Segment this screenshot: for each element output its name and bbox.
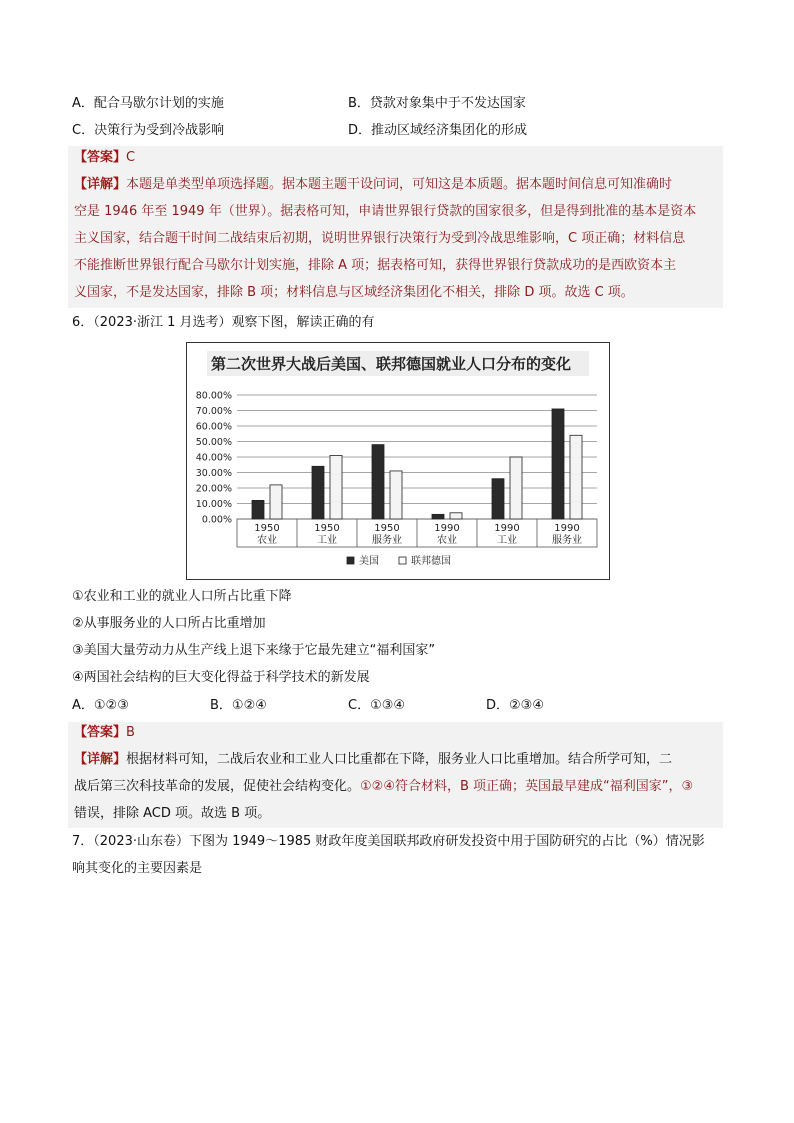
legend-label-usa: 美国 bbox=[359, 556, 379, 567]
bar-usa bbox=[432, 514, 444, 519]
x-tick-label-sector: 服务业 bbox=[552, 535, 582, 546]
option-text: 推动区域经济集团化的形成 bbox=[371, 123, 528, 138]
q5-option-b bbox=[348, 95, 526, 113]
q6-detail-line-2 bbox=[74, 778, 693, 796]
option-letter: C． bbox=[348, 698, 371, 713]
q5-answer-box bbox=[68, 146, 723, 308]
q5-option-a bbox=[72, 95, 224, 113]
q6-option-a bbox=[72, 697, 129, 715]
q6-detail-line-3 bbox=[74, 805, 270, 823]
option-text: 配合马歇尔计划的实施 bbox=[93, 96, 224, 111]
q5-option-c bbox=[72, 122, 224, 140]
employment-chart bbox=[186, 342, 610, 580]
q6-option-c bbox=[348, 697, 405, 715]
option-text: 决策行为受到冷战影响 bbox=[94, 123, 225, 138]
bar-west-germany bbox=[570, 435, 582, 519]
y-tick-label: 80.00% bbox=[195, 390, 232, 402]
q6-statement-4: ④两国社会结构的巨大变化得益于科学技术的新发展 bbox=[72, 670, 370, 685]
answer-label: 【答案】 bbox=[74, 150, 127, 165]
x-tick-label-year: 1990 bbox=[554, 523, 580, 534]
option-letter: B． bbox=[348, 96, 370, 111]
q6-statement-2: ②从事服务业的人口所占比重增加 bbox=[72, 616, 266, 631]
q6-answer bbox=[74, 724, 135, 742]
y-tick-label: 20.00% bbox=[195, 483, 232, 495]
x-tick-label-year: 1990 bbox=[434, 523, 460, 534]
bar-west-germany bbox=[330, 455, 342, 519]
bar-usa bbox=[372, 445, 384, 519]
option-letter: D． bbox=[348, 123, 372, 138]
x-tick-label-year: 1950 bbox=[254, 523, 280, 534]
bar-usa bbox=[312, 466, 324, 519]
chart-title: 第二次世界大战后美国、联邦德国就业人口分布的变化 bbox=[207, 351, 589, 376]
x-tick-label-sector: 农业 bbox=[437, 535, 457, 546]
y-tick-label: 60.00% bbox=[195, 421, 232, 433]
q7-stem-line-2: 响其变化的主要因素是 bbox=[72, 861, 203, 876]
q5-detail-line-4: 不能推断世界银行配合马歇尔计划实施，排除 A 项；据表格可知，获得世界银行贷款成功的是西欧资本主 bbox=[74, 258, 677, 273]
x-tick-label-sector: 服务业 bbox=[372, 535, 402, 546]
q7-stem-line-1: 7．（2023·山东卷）下图为 1949～1985 财政年度美国联邦政府研发投资中用于国防研究的占比（%）情况影 bbox=[72, 834, 705, 849]
bar-west-germany bbox=[270, 485, 282, 519]
legend-swatch-usa bbox=[347, 557, 354, 564]
x-tick-label-year: 1990 bbox=[494, 523, 520, 534]
option-letter: B． bbox=[210, 698, 232, 713]
legend-swatch-west-germany bbox=[399, 557, 406, 564]
bar-usa bbox=[492, 479, 504, 519]
answer-value: C bbox=[126, 150, 136, 165]
detail-label: 【详解】 bbox=[74, 752, 127, 767]
detail-label: 【详解】 bbox=[74, 177, 127, 192]
q6-option-b bbox=[210, 697, 267, 715]
answer-value: B bbox=[126, 725, 135, 740]
q5-detail-line-5: 义国家，不是发达国家，排除 B 项；材料信息与区域经济集团化不相关，排除 D 项。故选 C 项。 bbox=[74, 285, 634, 300]
q6-answer-box bbox=[68, 722, 723, 828]
x-tick-label-sector: 工业 bbox=[317, 535, 337, 546]
option-letter: A． bbox=[72, 698, 94, 713]
x-tick-label-year: 1950 bbox=[374, 523, 400, 534]
q6-statement-3: ③美国大量劳动力从生产线上退下来缘于它最先建立“福利国家” bbox=[72, 643, 436, 658]
bar-usa bbox=[552, 409, 564, 519]
q5-detail-line-3: 主义国家，结合题干时间二战结束后初期，说明世界银行决策行为受到冷战思维影响，C 项正确；材料信息 bbox=[74, 231, 686, 246]
q5-detail-line-1 bbox=[74, 176, 672, 194]
option-text: ①③④ bbox=[370, 698, 406, 713]
y-tick-label: 50.00% bbox=[195, 437, 232, 448]
option-text: ①②③ bbox=[93, 698, 129, 713]
legend-label-west-germany: 联邦德国 bbox=[411, 556, 451, 567]
q6-option-d bbox=[486, 697, 544, 715]
option-letter: C． bbox=[72, 123, 95, 138]
q6-detail-line-1 bbox=[74, 751, 672, 769]
bar-west-germany bbox=[390, 471, 402, 519]
x-tick-label-sector: 工业 bbox=[497, 535, 517, 546]
y-tick-label: 0.00% bbox=[201, 514, 232, 526]
option-letter: A． bbox=[72, 96, 94, 111]
y-tick-label: 10.00% bbox=[195, 499, 232, 510]
detail-text-highlight: ①②④符合材料，B 项正确；英国最早建成“福利国家”，③ bbox=[360, 779, 694, 794]
bar-usa bbox=[252, 500, 264, 519]
y-tick-label: 40.00% bbox=[195, 452, 232, 464]
y-tick-label: 30.00% bbox=[195, 468, 232, 479]
detail-text: 根据材料可知，二战后农业和工业人口比重都在下降，服务业人口比重增加。结合所学可知，二 bbox=[126, 752, 673, 767]
chart-plot bbox=[187, 343, 609, 579]
q5-answer bbox=[74, 149, 135, 167]
q5-option-d bbox=[348, 122, 527, 140]
answer-label: 【答案】 bbox=[74, 725, 127, 740]
option-text: ①②④ bbox=[231, 698, 267, 713]
q5-detail-line-2: 空是 1946 年至 1949 年（世界）。据表格可知，申请世界银行贷款的国家很多，但是得到批准的基本是资本 bbox=[74, 204, 697, 219]
option-letter: D． bbox=[486, 698, 510, 713]
detail-text: 错误，排除 ACD 项。故选 B 项。 bbox=[74, 806, 271, 821]
x-tick-label-year: 1950 bbox=[314, 523, 340, 534]
detail-text: 本题是单类型单项选择题。据本题主题干设问词，可知这是本质题。据本题时间信息可知准确时 bbox=[126, 177, 673, 192]
detail-text: 战后第三次科技革命的发展，促使社会结构变化。 bbox=[74, 779, 361, 794]
q6-statement-1: ①农业和工业的就业人口所占比重下降 bbox=[72, 589, 292, 604]
bar-west-germany bbox=[450, 513, 462, 519]
option-text: 贷款对象集中于不发达国家 bbox=[369, 96, 526, 111]
q6-stem: 6．（2023·浙江 1 月选考）观察下图，解读正确的有 bbox=[72, 315, 375, 330]
y-tick-label: 70.00% bbox=[195, 406, 232, 417]
bar-west-germany bbox=[510, 457, 522, 519]
option-text: ②③④ bbox=[509, 698, 544, 713]
x-tick-label-sector: 农业 bbox=[257, 535, 277, 546]
